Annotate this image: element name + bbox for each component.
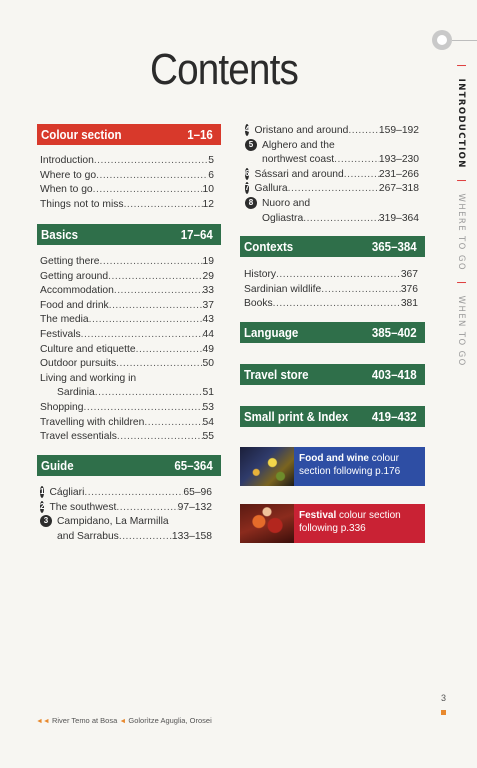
toc-entry-label: Books <box>244 298 273 310</box>
toc-list-contexts <box>244 268 418 312</box>
toc-entry-label: Sássari and around <box>254 168 344 180</box>
toc-entry[interactable] <box>245 168 419 183</box>
toc-entry-label: Getting around <box>40 270 109 282</box>
toc-entry[interactable] <box>40 183 214 198</box>
chapter-number-icon: 6 <box>245 168 250 178</box>
toc-entry-page: 53 <box>202 401 214 413</box>
promo-festival[interactable] <box>240 504 425 543</box>
toc-entry-page: 381 <box>400 298 418 310</box>
edge-nav-where-to-go[interactable]: WHERE TO GO <box>456 193 466 271</box>
section-label: Guide <box>41 458 74 473</box>
chapter-number-icon: 2 <box>40 501 45 511</box>
toc-entry-page: 49 <box>202 343 214 355</box>
section-bar-guide[interactable] <box>37 455 221 476</box>
dot-leader <box>93 183 203 198</box>
toc-entry-page: 29 <box>202 270 214 282</box>
toc-entry-label: Things not to miss <box>40 198 124 210</box>
toc-entry-page: 12 <box>202 198 214 210</box>
toc-entry[interactable] <box>245 197 419 212</box>
promo-food-text <box>294 447 425 486</box>
toc-entry-label: Sardinia <box>57 387 95 399</box>
festival-thumbnail <box>240 504 294 543</box>
toc-entry-label: Food and drink <box>40 299 109 311</box>
toc-entry[interactable] <box>40 343 214 358</box>
section-label: Travel store <box>244 367 309 382</box>
toc-entry-page: 10 <box>202 184 214 196</box>
toc-entry-page: 159–192 <box>378 125 419 136</box>
chapter-number-icon: 7 <box>245 183 250 193</box>
chapter-number-icon: 1 <box>40 487 45 496</box>
section-range: 419–432 <box>372 409 417 424</box>
toc-entry-page: 97–132 <box>177 501 212 513</box>
food-thumbnail <box>240 447 294 486</box>
toc-entry[interactable] <box>40 169 214 184</box>
toc-entry-label: Oristano and around <box>254 125 349 136</box>
toc-entry-page: 193–230 <box>378 154 419 166</box>
dot-leader <box>348 124 379 139</box>
caption-text-2: Golorìtze Aguglia, Orosei <box>126 716 212 725</box>
dot-leader <box>109 299 203 314</box>
toc-entry-page: 6 <box>208 169 214 181</box>
toc-entry[interactable] <box>40 416 214 431</box>
toc-entry-page: 133–158 <box>171 530 212 542</box>
toc-entry[interactable] <box>244 268 418 283</box>
section-range: 385–402 <box>372 325 417 340</box>
toc-list-guide-b <box>245 124 419 226</box>
dot-leader <box>321 283 401 298</box>
section-bar-basics[interactable] <box>37 224 221 245</box>
toc-entry-label: Travel essentials <box>40 431 117 443</box>
toc-list-colour <box>40 154 214 212</box>
photo-caption <box>36 716 212 725</box>
caption-arrow-icon: ◄◄ <box>36 718 50 725</box>
toc-entry-page: 33 <box>202 285 214 297</box>
section-label: Contexts <box>244 239 294 254</box>
dot-leader <box>100 255 203 270</box>
toc-entry-label: Getting there <box>40 256 100 267</box>
toc-entry-label: Ogliastra <box>262 212 304 224</box>
toc-entry-label: Living and working in <box>40 372 137 384</box>
toc-entry-page: 319–364 <box>378 212 419 224</box>
dot-leader <box>334 153 379 168</box>
section-label: Basics <box>41 227 79 242</box>
toc-entry-label: The media <box>40 314 89 326</box>
edge-separator: | <box>456 178 466 184</box>
page-title: Contents <box>150 45 298 94</box>
dot-leader <box>276 268 401 283</box>
section-bar-contexts[interactable] <box>240 236 425 257</box>
toc-entry-page: 44 <box>202 328 214 340</box>
page-marker-icon <box>441 710 446 715</box>
toc-entry-page: 5 <box>208 155 214 166</box>
toc-entry-page: 55 <box>202 431 214 443</box>
chapter-number-icon: 5 <box>245 139 257 151</box>
toc-entry-label: Outdoor pursuits <box>40 358 117 370</box>
page-number: 3 <box>441 693 447 703</box>
dot-leader <box>124 198 203 213</box>
section-label: Colour section <box>41 127 122 142</box>
toc-entry[interactable] <box>40 328 214 343</box>
toc-entry[interactable] <box>244 297 418 312</box>
dot-leader <box>273 297 401 312</box>
toc-entry[interactable] <box>40 486 212 501</box>
toc-entry[interactable] <box>244 283 418 298</box>
toc-entry[interactable] <box>40 255 214 270</box>
toc-entry[interactable] <box>40 198 214 213</box>
section-bar-travel-store[interactable] <box>240 364 425 385</box>
toc-entry-label: History <box>244 269 277 280</box>
dot-leader <box>96 169 208 184</box>
toc-entry-label: Nuoro and <box>262 197 311 209</box>
toc-entry-page: 51 <box>202 387 214 399</box>
edge-separator: | <box>456 281 466 286</box>
section-range: 1–16 <box>187 127 213 142</box>
toc-entry-label: When to go <box>40 184 93 196</box>
toc-entry[interactable] <box>40 515 212 530</box>
toc-entry-label: Culture and etiquette <box>40 343 136 355</box>
edge-separator: | <box>456 64 466 69</box>
promo-food-and-wine[interactable] <box>240 447 425 486</box>
toc-entry[interactable] <box>245 124 419 139</box>
toc-entry-page: 267–318 <box>378 183 419 195</box>
dot-leader <box>95 386 203 401</box>
toc-entry-label: and Sarrabus <box>57 530 119 542</box>
toc-entry-label: Cágliari <box>49 487 85 498</box>
toc-entry[interactable] <box>40 154 214 169</box>
promo-festival-text <box>294 504 425 543</box>
toc-entry-page: 65–96 <box>183 487 212 498</box>
dot-leader <box>116 501 177 516</box>
toc-entry-page: 37 <box>202 299 214 311</box>
toc-entry-page: 19 <box>202 256 214 267</box>
section-bar-small-print[interactable] <box>240 406 425 427</box>
toc-entry-label: Festivals <box>40 328 81 340</box>
toc-entry-page: 231–266 <box>378 168 419 180</box>
section-bar-colour[interactable] <box>37 124 221 145</box>
toc-entry-page: 50 <box>202 358 214 370</box>
toc-entry[interactable] <box>245 153 419 168</box>
dot-leader <box>144 416 202 431</box>
toc-entry[interactable] <box>40 284 214 299</box>
toc-entry[interactable] <box>40 401 214 416</box>
dot-leader <box>84 486 183 501</box>
dot-leader <box>288 182 379 197</box>
toc-entry-label: Travelling with children <box>40 416 145 428</box>
circle-tab-icon <box>432 30 452 50</box>
toc-entry[interactable] <box>40 386 214 401</box>
edge-divider <box>452 40 477 41</box>
toc-entry[interactable] <box>40 501 212 516</box>
caption-arrow-icon: ◄ <box>119 718 127 725</box>
toc-entry[interactable] <box>245 139 419 154</box>
toc-entry-page: 367 <box>400 269 418 280</box>
section-bar-language[interactable] <box>240 322 425 343</box>
section-range: 65–364 <box>174 458 213 473</box>
toc-entry-label: Introduction <box>40 155 94 166</box>
section-label: Language <box>244 325 299 340</box>
dot-leader <box>81 328 203 343</box>
dot-leader <box>303 212 379 227</box>
dot-leader <box>108 270 202 285</box>
promo-festival-title: Festival <box>299 510 337 521</box>
toc-entry-label: Shopping <box>40 401 84 413</box>
toc-entry-label: Accommodation <box>40 285 114 297</box>
section-range: 403–418 <box>372 367 417 382</box>
dot-leader <box>344 168 379 183</box>
section-range: 17–64 <box>181 227 213 242</box>
toc-entry-label: Gallura <box>254 183 288 195</box>
section-label: Small print & Index <box>244 409 349 424</box>
toc-entry-label: Campidano, La Marmilla <box>57 516 169 528</box>
toc-entry[interactable] <box>245 182 419 197</box>
dot-leader <box>136 343 203 358</box>
caption-text-1: River Temo at Bosa <box>49 716 120 725</box>
toc-entry[interactable] <box>245 212 419 227</box>
dot-leader <box>94 154 208 169</box>
toc-list-guide-a <box>40 486 212 544</box>
toc-entry-label: Sardinian wildlife <box>244 283 322 295</box>
chapter-number-icon: 3 <box>40 515 52 527</box>
toc-entry-label: northwest coast <box>262 154 335 166</box>
promo-food-title: Food and wine <box>299 453 369 464</box>
dot-leader <box>84 401 203 416</box>
dot-leader <box>119 530 172 545</box>
dot-leader <box>114 284 203 299</box>
promo-festival-desc: colour section following p.336 <box>299 510 401 534</box>
toc-entry-label: The southwest <box>49 501 117 513</box>
toc-list-basics <box>40 255 214 445</box>
dot-leader <box>89 313 203 328</box>
chapter-number-icon: 8 <box>245 197 257 209</box>
toc-entry-label: Where to go <box>40 169 97 181</box>
toc-entry[interactable] <box>40 313 214 328</box>
toc-entry-page: 376 <box>400 283 418 295</box>
toc-entry[interactable] <box>40 430 214 445</box>
toc-entry[interactable] <box>40 530 212 545</box>
toc-entry-page: 43 <box>202 314 214 326</box>
toc-entry[interactable] <box>40 299 214 314</box>
toc-entry-page: 54 <box>202 416 214 428</box>
toc-entry-label: Alghero and the <box>262 139 335 151</box>
edge-nav-introduction[interactable]: INTRODUCTION <box>456 78 466 169</box>
edge-nav <box>456 58 466 367</box>
dot-leader <box>116 357 202 372</box>
promo-food-desc: colour section following p.176 <box>299 453 401 477</box>
edge-nav-when-to-go[interactable]: WHEN TO GO <box>456 295 466 367</box>
toc-entry[interactable] <box>40 270 214 285</box>
dot-leader <box>117 430 203 445</box>
chapter-number-icon: 4 <box>245 125 250 134</box>
toc-entry[interactable] <box>40 372 214 387</box>
section-range: 365–384 <box>372 239 417 254</box>
toc-entry[interactable] <box>40 357 214 372</box>
